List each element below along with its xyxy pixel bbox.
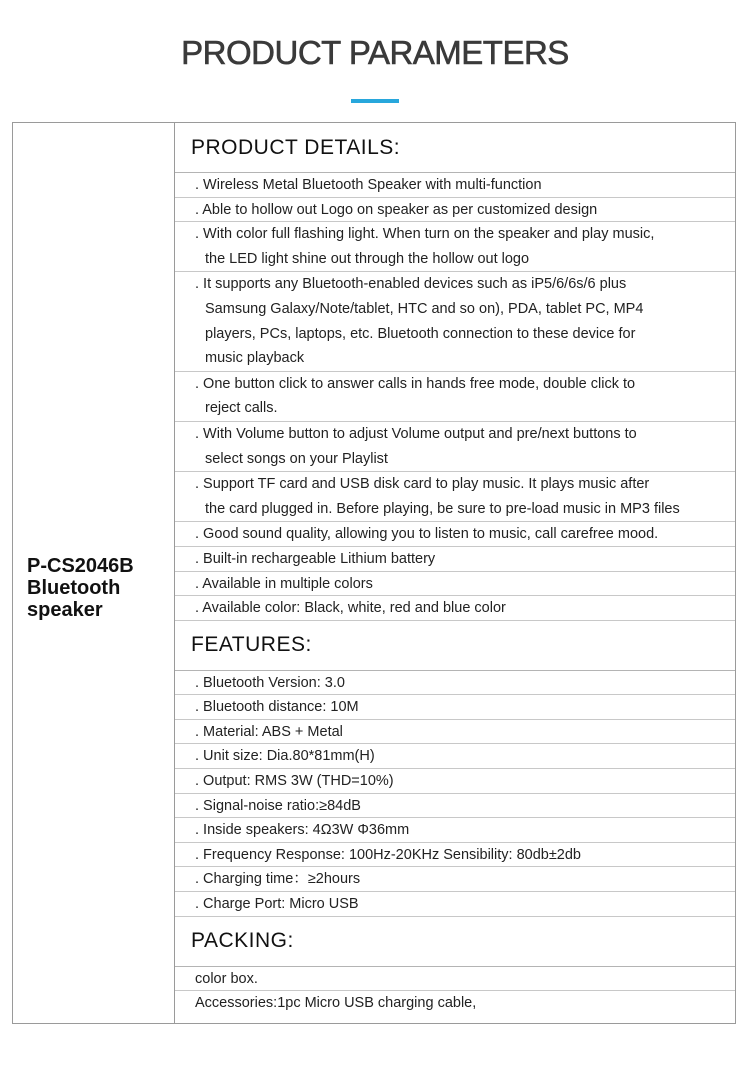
feature-item: . Unit size: Dia.80*81mm(H) bbox=[175, 744, 735, 769]
detail-item-line: . One button click to answer calls in hands free mode, double click to bbox=[195, 375, 636, 392]
feature-item: . Material: ABS + Metal bbox=[175, 720, 735, 745]
detail-item-line: reject calls. bbox=[205, 400, 278, 417]
detail-item bbox=[175, 572, 735, 597]
product-model-cell bbox=[13, 123, 175, 1023]
section-heading-features: FEATURES: bbox=[175, 621, 735, 671]
detail-item bbox=[175, 547, 735, 572]
packing-item: Accessories:1pc Micro USB charging cable, bbox=[195, 995, 477, 1012]
feature-item: . Charging time：≥2hours bbox=[175, 867, 735, 892]
detail-item bbox=[175, 422, 735, 472]
detail-item bbox=[175, 472, 735, 522]
detail-item bbox=[175, 272, 735, 371]
product-model-name: P-CS2046B Bluetooth speaker bbox=[27, 555, 134, 621]
spec-details-column bbox=[175, 123, 735, 1023]
detail-item-line: Samsung Galaxy/Note/tablet, HTC and so on), PDA, tablet PC, MP4 bbox=[205, 300, 644, 317]
detail-item bbox=[175, 222, 735, 272]
detail-item bbox=[175, 198, 735, 223]
detail-item-line: . Wireless Metal Bluetooth Speaker with multi-function bbox=[195, 177, 542, 193]
feature-item: . Output: RMS 3W (THD=10%) bbox=[175, 769, 735, 794]
packing-list bbox=[175, 967, 735, 1016]
detail-item-line: . Built-in rechargeable Lithium battery bbox=[195, 550, 436, 567]
section-heading-details: PRODUCT DETAILS: bbox=[175, 123, 735, 173]
feature-item: . Bluetooth Version: 3.0 bbox=[175, 671, 735, 696]
title-underline bbox=[351, 99, 399, 103]
feature-item: . Signal-noise ratio:≥84dB bbox=[175, 794, 735, 819]
feature-item: . Inside speakers: 4Ω3W Φ36mm bbox=[175, 818, 735, 843]
detail-item-line: the card plugged in. Before playing, be sure to pre-load music in MP3 files bbox=[205, 500, 680, 517]
detail-item-line: . Good sound quality, allowing you to listen to music, call carefree mood. bbox=[195, 526, 659, 543]
detail-item-line: players, PCs, laptops, etc. Bluetooth connection to these device for bbox=[205, 325, 636, 342]
feature-item: . Frequency Response: 100Hz-20KHz Sensibility: 80db±2db bbox=[175, 843, 735, 868]
features-list bbox=[175, 671, 735, 917]
spec-table bbox=[12, 122, 736, 1024]
detail-item-line: . Support TF card and USB disk card to play music. It plays music after bbox=[195, 476, 650, 493]
detail-item-line: . With Volume button to adjust Volume output and pre/next buttons to bbox=[195, 425, 637, 442]
detail-item bbox=[175, 372, 735, 422]
packing-item: color box. bbox=[175, 967, 735, 992]
page-title: PRODUCT PARAMETERS bbox=[181, 34, 569, 71]
detail-item-line: select songs on your Playlist bbox=[205, 450, 388, 467]
feature-item: . Bluetooth distance: 10M bbox=[175, 695, 735, 720]
section-heading-packing: PACKING: bbox=[175, 917, 735, 967]
feature-item: . Charge Port: Micro USB bbox=[175, 892, 735, 917]
detail-item bbox=[175, 522, 735, 547]
detail-item-line: . Able to hollow out Logo on speaker as per customized design bbox=[195, 201, 598, 218]
detail-item-line: . It supports any Bluetooth-enabled devices such as iP5/6/6s/6 plus bbox=[195, 276, 627, 293]
detail-item bbox=[175, 173, 735, 198]
detail-item bbox=[175, 596, 735, 621]
detail-item-line: the LED light shine out through the hollow out logo bbox=[205, 250, 530, 267]
detail-item-line: . With color full flashing light. When turn on the speaker and play music, bbox=[195, 226, 655, 243]
detail-item-line: . Available in multiple colors bbox=[195, 575, 373, 592]
detail-item-line: . Available color: Black, white, red and blue color bbox=[195, 600, 506, 617]
details-list bbox=[175, 173, 735, 621]
detail-item-line: music playback bbox=[205, 350, 305, 367]
